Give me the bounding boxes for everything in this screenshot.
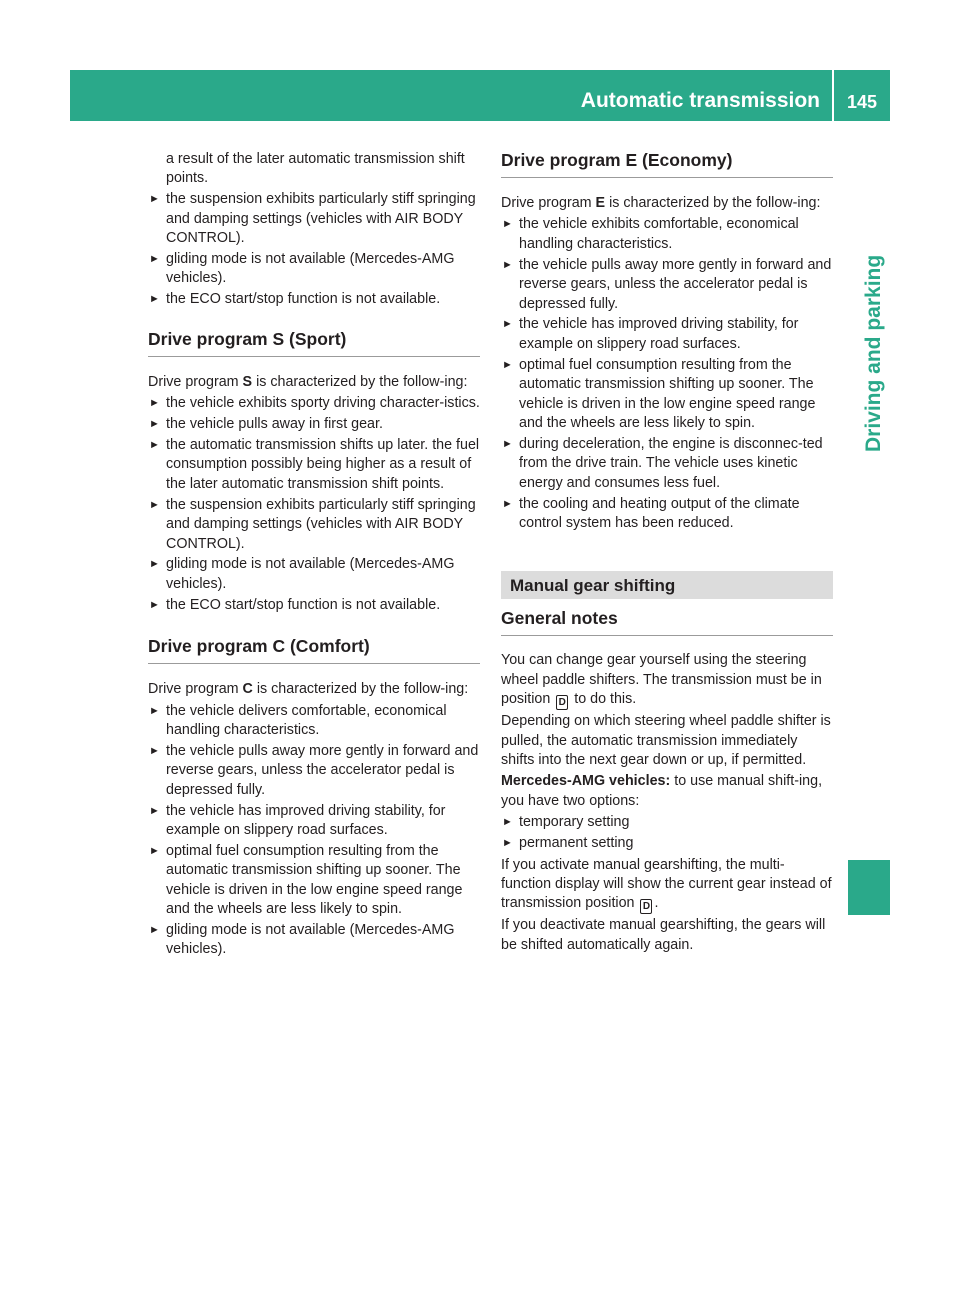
manual-paragraph-4: If you deactivate manual gearshifting, the gears will be shifted automatically again. [501,917,826,953]
bullet-icon: ► [149,418,160,431]
economy-bullet-list [501,215,833,533]
manual-paragraph-1: You can change gear yourself using the steering wheel paddle shifters. The transmission must be in position D to do this. [501,652,822,709]
list-item: ► the vehicle pulls away more gently in forward and reverse gears, unless the accelerator pedal is depressed fully. [149,742,479,798]
chapter-title: Automatic transmission [580,89,820,112]
manual-paragraph-3: If you activate manual gearshifting, the multi-function display will show the current gear instead of transmission position D . [501,856,832,913]
bullet-icon: ► [149,598,160,611]
bullet-icon: ► [502,437,513,450]
bullet-icon: ► [149,804,160,817]
bullet-icon: ► [149,498,160,511]
list-item: ► the automatic transmission shifts up later. the fuel consumption possibly being higher as a result of the later automatic transmission shift points. [149,436,480,492]
list-item: ► the vehicle pulls away more gently in forward and reverse gears, unless the accelerator pedal is depressed fully. [502,256,832,312]
bullet-icon: ► [149,844,160,857]
sport-bullet-list [148,394,480,615]
drive-position-icon: D [556,695,568,710]
bullet-icon: ► [502,318,513,331]
heading-economy: Drive program E (Economy) [501,150,833,178]
bullet-icon: ► [149,744,160,757]
list-item: ► the vehicle exhibits comfortable, economical handling characteristics. [502,216,799,252]
amg-options-list [501,813,833,853]
bullet-icon: ► [502,497,513,510]
list-item: ► the suspension exhibits particularly stiff springing and damping settings (vehicles with AIR BODY CONTROL). [149,191,476,247]
heading-sport: Drive program S (Sport) [148,329,480,357]
section-title-manual-gear-shifting: Manual gear shifting [501,571,833,599]
bullet-icon: ► [502,218,513,231]
bullet-icon: ► [502,258,513,271]
list-item: ► the suspension exhibits particularly stiff springing and damping settings (vehicles with AIR BODY CONTROL). [149,496,476,552]
list-item: ► gliding mode is not available (Mercedes-AMG vehicles). [149,922,455,958]
list-item: ► gliding mode is not available (Mercedes-AMG vehicles). [149,556,455,592]
list-item: ► the vehicle has improved driving stability, for example on slippery road surfaces. [149,802,446,838]
comfort-intro: Drive program C is characterized by the follow-ing: [148,681,469,698]
bullet-icon: ► [149,438,160,451]
bullet-icon: ► [149,397,160,410]
heading-general-notes: General notes [501,608,833,636]
list-item: ► the ECO start/stop function is not available. [148,290,480,309]
list-item: ► the vehicle exhibits sporty driving character-istics. [148,394,480,413]
header-bar [70,70,890,121]
carryover-bullet-list [148,190,480,309]
list-item: ► temporary setting [501,813,833,832]
comfort-bullet-list [148,702,480,960]
bullet-icon: ► [149,293,160,306]
continued-text: a result of the later automatic transmission shift points. [166,151,465,187]
bullet-icon: ► [149,924,160,936]
list-item: ► the cooling and heating output of the climate control system has been reduced. [502,495,800,531]
drive-position-icon: D [640,899,652,914]
bullet-icon: ► [502,837,513,850]
side-tab-label: Driving and parking [862,254,885,452]
economy-intro: Drive program E is characterized by the follow-ing: [501,195,821,211]
bullet-icon: ► [502,358,513,371]
side-tab-marker [848,860,890,915]
bullet-icon: ► [502,816,513,829]
right-column [501,150,833,957]
sport-intro: Drive program S is characterized by the follow-ing: [148,373,468,390]
list-item: ► gliding mode is not available (Mercedes-AMG vehicles). [149,251,455,287]
list-item: ► permanent setting [501,834,833,853]
manual-paragraph-2: Depending on which steering wheel paddle shifter is pulled, the automatic transmission immediately shifts into the next gear down or up, if permitted. [501,713,831,769]
bullet-icon: ► [149,558,160,571]
list-item: ► the vehicle has improved driving stability, for example on slippery road surfaces. [502,316,799,352]
list-item: ► the vehicle pulls away in first gear. [148,415,480,434]
heading-comfort: Drive program C (Comfort) [148,636,480,664]
list-item: ► optimal fuel consumption resulting from the automatic transmission shifting up sooner. The vehicle is driven in the low engine speed range and the wheels are less likely to spin. [149,842,463,918]
amg-paragraph: Mercedes-AMG vehicles: to use manual shift-ing, you have two options: [501,773,823,809]
bullet-icon: ► [149,193,160,206]
list-item: ► the ECO start/stop function is not available. [148,596,480,615]
left-column [148,150,480,962]
bullet-icon: ► [149,253,160,266]
bullet-icon: ► [149,704,160,717]
list-item: ► the vehicle delivers comfortable, economical handling characteristics. [149,702,447,738]
page-number: 145 [846,92,878,112]
list-item: ► during deceleration, the engine is disconnec-ted from the drive train. The vehicle uses kinetic energy and consumes less fuel. [502,435,823,491]
list-item: ► optimal fuel consumption resulting from the automatic transmission shifting up sooner. The vehicle is driven in the low engine speed range and the wheels are less likely to spin. [502,356,816,431]
